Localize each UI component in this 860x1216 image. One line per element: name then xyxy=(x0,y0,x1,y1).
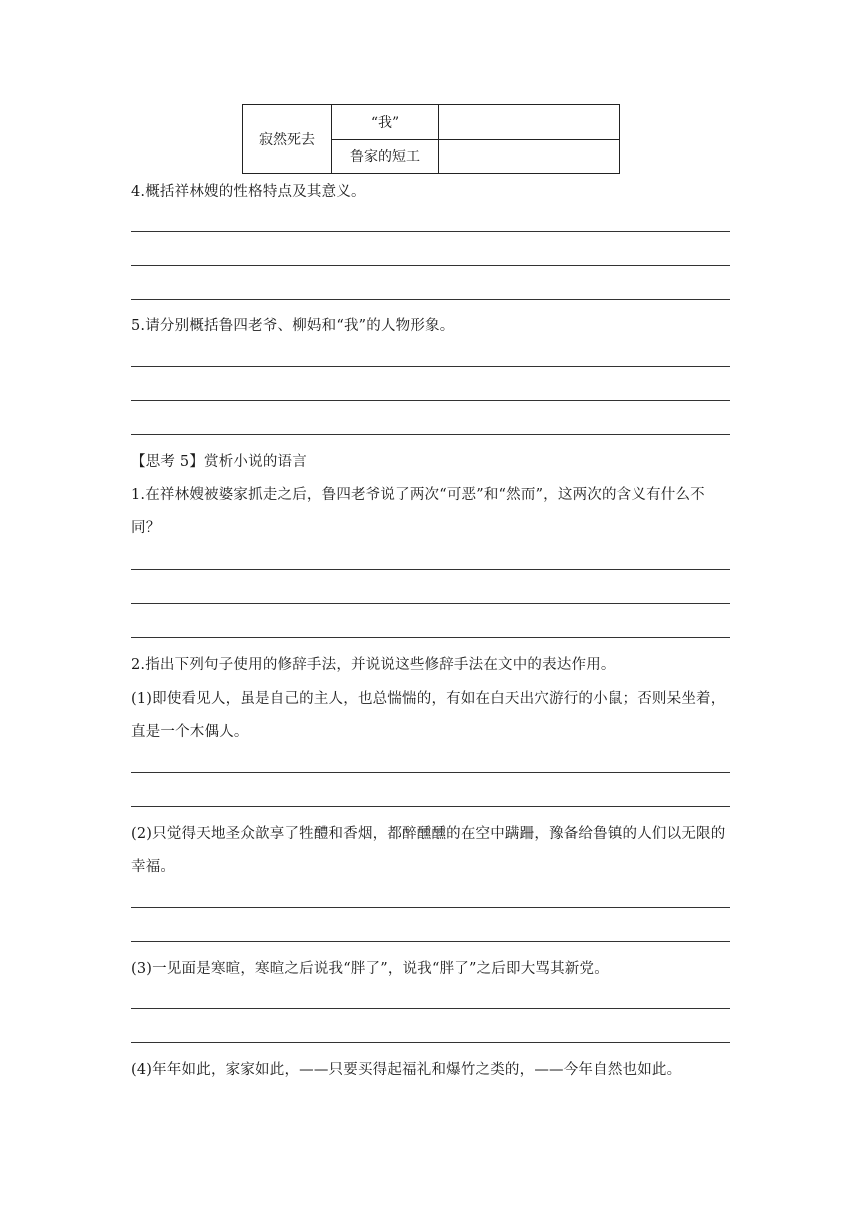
sentence-1: (1)即使看见人，虽是自己的主人，也总惴惴的，有如在白天出穴游行的小鼠；否则呆坐着，直是一个木偶人。 xyxy=(131,691,726,740)
answer-line[interactable] xyxy=(131,907,730,908)
section-question-1: 1.在祥林嫂被婆家抓走之后，鲁四老爷说了两次“可恶”和“然而”，这两次的含义有什么不同？ xyxy=(131,487,705,536)
sentence-2: (2)只觉得天地圣众歆享了牲醴和香烟，都醉醺醺的在空中蹒跚，豫备给鲁镇的人们以无限的幸福。 xyxy=(131,826,726,875)
answer-table xyxy=(242,104,620,174)
section-title: 【思考 5】赏析小说的语言 xyxy=(131,454,307,470)
answer-line[interactable] xyxy=(131,637,730,638)
table-row-header: 寂然死去 xyxy=(243,105,332,174)
table-cell-label: 鲁家的短工 xyxy=(332,139,439,174)
sentence-3: (3)一见面是寒暄，寒暄之后说我“胖了”，说我“胖了”之后即大骂其新党。 xyxy=(131,961,609,977)
section-question-2: 2.指出下列句子使用的修辞手法，并说说这些修辞手法在文中的表达作用。 xyxy=(131,657,616,673)
answer-line[interactable] xyxy=(131,434,730,435)
answer-line[interactable] xyxy=(131,1042,730,1043)
answer-line[interactable] xyxy=(131,366,730,367)
table-cell-label: “我” xyxy=(332,105,439,140)
sentence-4: (4)年年如此，家家如此，——只要买得起福礼和爆竹之类的，——今年自然也如此。 xyxy=(131,1062,682,1078)
table-cell-answer[interactable] xyxy=(439,139,620,174)
answer-line[interactable] xyxy=(131,772,730,773)
answer-line[interactable] xyxy=(131,569,730,570)
answer-line[interactable] xyxy=(131,806,730,807)
answer-line[interactable] xyxy=(131,299,730,300)
question-4: 4.概括祥林嫂的性格特点及其意义。 xyxy=(131,184,366,200)
table-cell-answer[interactable] xyxy=(439,105,620,140)
answer-line[interactable] xyxy=(131,1008,730,1009)
answer-line[interactable] xyxy=(131,400,730,401)
question-5: 5.请分别概括鲁四老爷、柳妈和“我”的人物形象。 xyxy=(131,318,455,334)
answer-line[interactable] xyxy=(131,603,730,604)
answer-line[interactable] xyxy=(131,231,730,232)
answer-line[interactable] xyxy=(131,941,730,942)
answer-line[interactable] xyxy=(131,265,730,266)
